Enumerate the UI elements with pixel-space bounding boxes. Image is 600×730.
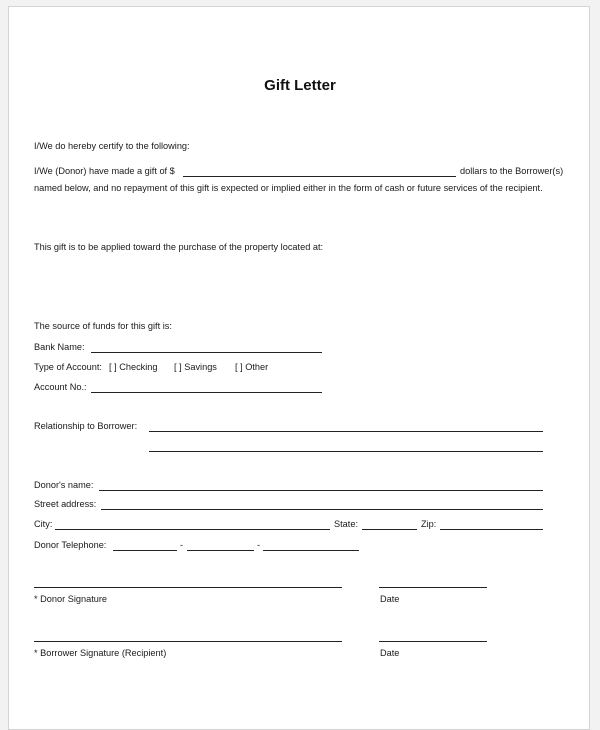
street-address-label: Street address: xyxy=(34,499,97,509)
other-checkbox[interactable]: [ ] Other xyxy=(235,362,269,372)
phone-dash-1: - xyxy=(180,540,184,550)
gift-line-prefix: I/We (Donor) have made a gift of $ xyxy=(34,166,175,176)
relationship-field-2[interactable] xyxy=(149,440,543,452)
property-text: This gift is to be applied toward the purchase of the property located at: xyxy=(34,242,324,252)
street-address-field[interactable] xyxy=(101,498,543,510)
bank-name-field[interactable] xyxy=(91,341,322,353)
donor-telephone-label: Donor Telephone: xyxy=(34,540,107,550)
borrower-date-line[interactable] xyxy=(379,641,487,642)
page-title: Gift Letter xyxy=(264,77,336,94)
city-label: City: xyxy=(34,519,53,529)
donor-name-field[interactable] xyxy=(99,479,543,491)
donor-signature-label: * Donor Signature xyxy=(34,594,108,604)
donor-name-label: Donor's name: xyxy=(34,480,94,490)
bank-name-label: Bank Name: xyxy=(34,342,85,352)
borrower-signature-line[interactable] xyxy=(34,641,342,642)
account-no-field[interactable] xyxy=(91,381,322,393)
donor-date-line[interactable] xyxy=(379,587,487,588)
document-page xyxy=(8,6,590,730)
account-no-label: Account No.: xyxy=(34,382,87,392)
state-field[interactable] xyxy=(362,518,417,530)
donor-date-label: Date xyxy=(380,594,400,604)
intro-text: I/We do hereby certify to the following: xyxy=(34,141,190,151)
relationship-field-1[interactable] xyxy=(149,420,543,432)
phone-prefix-field[interactable] xyxy=(187,539,254,551)
phone-line-field[interactable] xyxy=(263,539,359,551)
borrower-date-label: Date xyxy=(380,648,400,658)
gift-amount-field[interactable] xyxy=(183,165,456,177)
zip-label: Zip: xyxy=(421,519,437,529)
savings-checkbox[interactable]: [ ] Savings xyxy=(174,362,217,372)
phone-dash-2: - xyxy=(257,540,261,550)
source-heading: The source of funds for this gift is: xyxy=(34,321,172,331)
checking-checkbox[interactable]: [ ] Checking xyxy=(109,362,158,372)
city-field[interactable] xyxy=(55,518,330,530)
zip-field[interactable] xyxy=(440,518,543,530)
donor-signature-line[interactable] xyxy=(34,587,342,588)
borrower-signature-label: * Borrower Signature (Recipient) xyxy=(34,648,167,658)
relationship-label: Relationship to Borrower: xyxy=(34,421,138,431)
gift-line-suffix: dollars to the Borrower(s) xyxy=(460,166,564,176)
account-type-label: Type of Account: xyxy=(34,362,102,372)
gift-line-continuation: named below, and no repayment of this gift is expected or implied either in the form of cash or future services of the recipient. xyxy=(34,183,543,193)
phone-area-code-field[interactable] xyxy=(113,539,177,551)
state-label: State: xyxy=(334,519,359,529)
